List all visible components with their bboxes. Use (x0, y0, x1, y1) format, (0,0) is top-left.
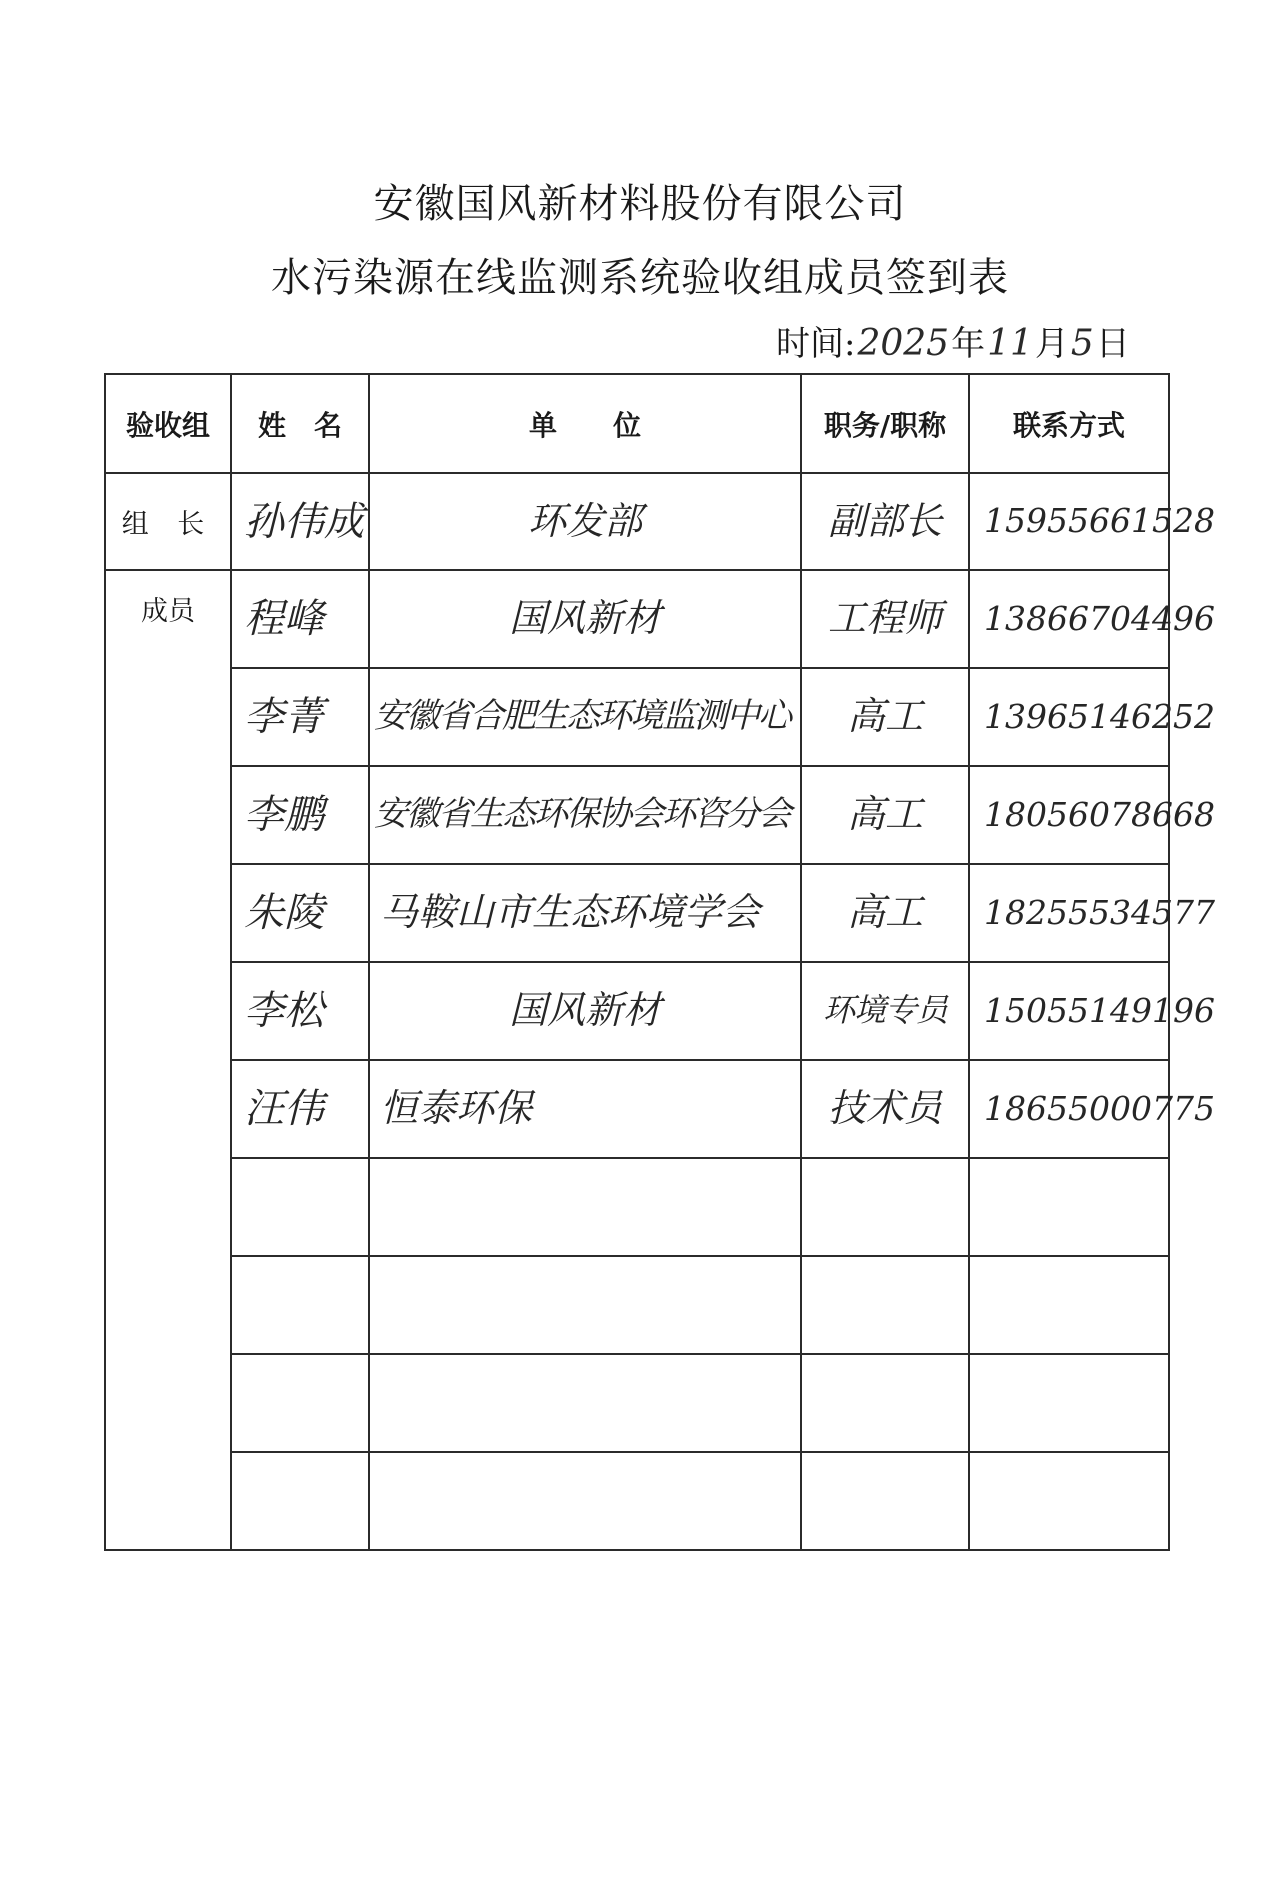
org-cell (369, 570, 801, 668)
title-text: 高工 (846, 694, 923, 739)
signature-name: 程峰 (244, 596, 324, 642)
org-cell (369, 766, 801, 864)
company-name: 安徽国风新材料股份有限公司 (373, 181, 907, 227)
org-cell (369, 1060, 801, 1158)
date-line (776, 316, 1130, 368)
empty-cell (801, 1452, 969, 1550)
empty-cell (801, 1256, 969, 1354)
phone-text: 15055149196 (984, 990, 1215, 1030)
org-text: 马鞍山市生态环境学会 (380, 890, 761, 935)
org-cell (369, 668, 801, 766)
title-text: 环境专员 (822, 991, 947, 1030)
org-text: 安徽省生态环保协会环咨分会 (374, 794, 790, 835)
signature-name: 朱陵 (244, 890, 324, 936)
date-year-unit: 年 (951, 324, 986, 364)
phone-cell (969, 864, 1215, 962)
signature-name: 汪伟 (244, 1086, 324, 1132)
signature-name: 李松 (244, 988, 324, 1034)
org-text: 国风新材 (508, 596, 661, 641)
date-month: 11 (987, 323, 1033, 364)
empty-cell (231, 1452, 369, 1550)
empty-cell (231, 1354, 369, 1452)
table-header-row (105, 374, 1169, 473)
signature-name: 李菁 (244, 694, 324, 740)
table-row (105, 1060, 1169, 1158)
phone-text: 13866704496 (984, 598, 1215, 638)
name-cell (231, 962, 369, 1060)
empty-cell (801, 1354, 969, 1452)
org-cell (369, 473, 801, 570)
org-text: 国风新材 (508, 988, 661, 1033)
empty-cell (369, 1256, 801, 1354)
title-text: 高工 (846, 890, 923, 935)
header-group: 验收组 (105, 374, 231, 473)
header-contact: 联系方式 (969, 374, 1169, 473)
phone-cell (969, 962, 1215, 1060)
header-org: 单 位 (369, 374, 801, 473)
title-text: 工程师 (827, 596, 942, 641)
date-label: 时间: (776, 324, 856, 364)
phone-cell (969, 766, 1215, 864)
org-text: 安徽省合肥生态环境监测中心 (374, 696, 790, 737)
table-row (105, 473, 1169, 570)
title-cell (801, 668, 969, 766)
empty-cell (969, 1256, 1169, 1354)
date-year: 2025 (857, 323, 950, 364)
title-cell (801, 570, 969, 668)
table-row (105, 570, 1169, 668)
empty-cell (231, 1256, 369, 1354)
org-text: 环发部 (527, 498, 642, 543)
date-month-unit: 月 (1034, 324, 1069, 364)
empty-cell (369, 1158, 801, 1256)
empty-cell (369, 1354, 801, 1452)
empty-table-row (105, 1158, 1169, 1256)
group-members-cell: 成员 (105, 570, 231, 1550)
org-text: 恒泰环保 (380, 1086, 533, 1131)
title-cell (801, 766, 969, 864)
group-leader-cell: 组 长 (105, 473, 231, 570)
title-cell (801, 473, 969, 570)
phone-cell (969, 1060, 1215, 1158)
phone-text: 18056078668 (984, 794, 1215, 834)
org-cell (369, 864, 801, 962)
name-cell (231, 1060, 369, 1158)
table-row (105, 668, 1169, 766)
name-cell (231, 570, 369, 668)
empty-cell (369, 1452, 801, 1550)
empty-cell (801, 1158, 969, 1256)
title-cell (801, 864, 969, 962)
header-name: 姓 名 (231, 374, 369, 473)
phone-text: 13965146252 (984, 696, 1215, 736)
title-cell (801, 1060, 969, 1158)
phone-text: 18255534577 (984, 892, 1215, 932)
date-day: 5 (1070, 323, 1094, 364)
form-title: 水污染源在线监测系统验收组成员签到表 (271, 255, 1009, 301)
signature-name: 孙伟成 (244, 498, 364, 545)
name-cell (231, 473, 369, 570)
title-text: 技术员 (827, 1086, 942, 1131)
table-row (105, 962, 1169, 1060)
sign-in-table (104, 373, 1215, 1551)
signature-name: 李鹏 (244, 792, 324, 838)
empty-table-row (105, 1256, 1169, 1354)
title-cell (801, 962, 969, 1060)
table-row (105, 864, 1169, 962)
empty-cell (969, 1158, 1169, 1256)
title-text: 高工 (846, 792, 923, 837)
phone-text: 15955661528 (984, 501, 1215, 541)
empty-cell (969, 1452, 1169, 1550)
phone-cell (969, 668, 1215, 766)
name-cell (231, 668, 369, 766)
phone-text: 18655000775 (984, 1088, 1215, 1128)
phone-cell (969, 473, 1215, 570)
date-day-unit: 日 (1095, 324, 1130, 364)
name-cell (231, 864, 369, 962)
header-title: 职务/职称 (801, 374, 969, 473)
empty-cell (231, 1158, 369, 1256)
name-cell (231, 766, 369, 864)
empty-table-row (105, 1354, 1169, 1452)
empty-table-row (105, 1452, 1169, 1550)
org-cell (369, 962, 801, 1060)
table-row (105, 766, 1169, 864)
empty-cell (969, 1354, 1169, 1452)
phone-cell (969, 570, 1215, 668)
title-text: 副部长 (827, 498, 942, 543)
